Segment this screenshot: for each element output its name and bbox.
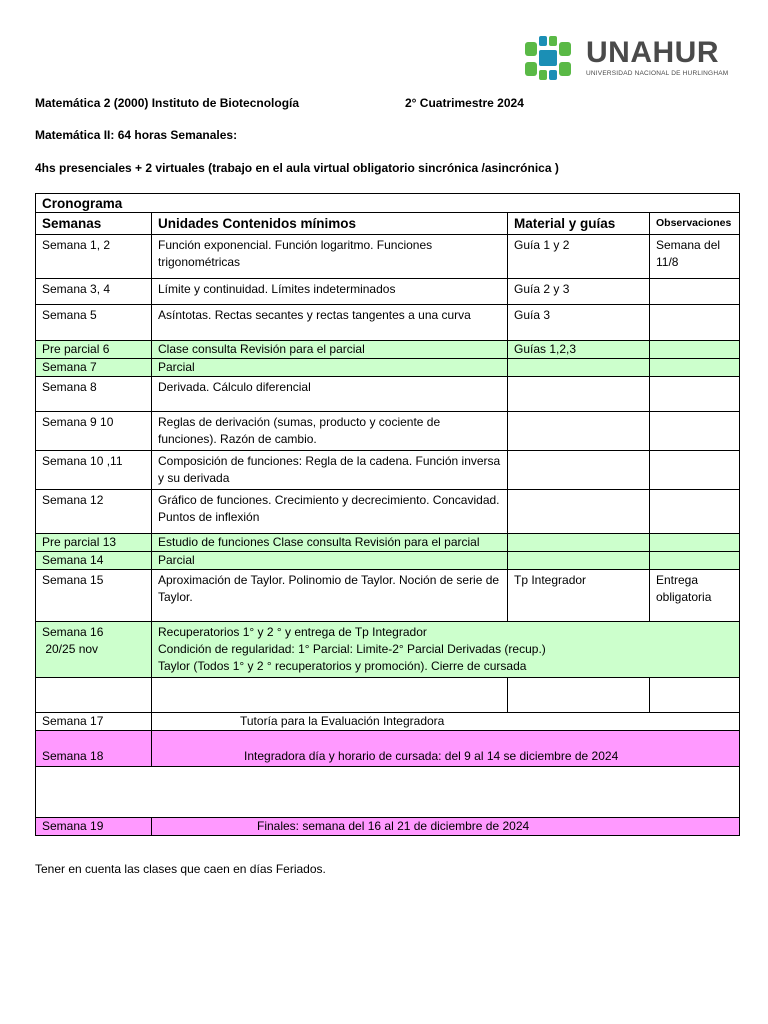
row-material <box>508 534 650 552</box>
row-material <box>508 490 650 534</box>
empty-cell <box>36 678 152 713</box>
row-week: Semana 19 <box>36 818 152 836</box>
row-content: Integradora día y horario de cursada: del 9 al 14 se diciembre de 2024 <box>152 731 740 767</box>
schedule-table <box>35 193 740 836</box>
row-material: Guías 1,2,3 <box>508 341 650 359</box>
row-week: Semana 15 <box>36 570 152 622</box>
footer-note: Tener en cuenta las clases que caen en días Feriados. <box>35 862 326 876</box>
row-material <box>508 451 650 490</box>
row-week <box>36 622 152 678</box>
table-row-blank <box>36 767 740 818</box>
unahur-logo <box>524 36 736 82</box>
row-material: Guía 1 y 2 <box>508 235 650 279</box>
row-observations <box>650 305 740 341</box>
blank-cell <box>36 767 740 818</box>
row-content: Estudio de funciones Clase consulta Revisión para el parcial <box>152 534 508 552</box>
table-row <box>36 412 740 451</box>
row-observations <box>650 341 740 359</box>
row-content: Finales: semana del 16 al 21 de diciembre de 2024 <box>152 818 740 836</box>
row-week: Semana 8 <box>36 377 152 412</box>
table-row-parcial <box>36 552 740 570</box>
row-content: Asíntotas. Rectas secantes y rectas tangentes a una curva <box>152 305 508 341</box>
row-material <box>508 359 650 377</box>
row-week: Pre parcial 13 <box>36 534 152 552</box>
table-row-parcial <box>36 359 740 377</box>
empty-cell <box>152 678 508 713</box>
row-observations: Semana del 11/8 <box>650 235 740 279</box>
course-title: Matemática 2 (2000) Instituto de Biotecnología <box>35 96 300 110</box>
row-material: Guía 2 y 3 <box>508 279 650 305</box>
table-row <box>36 305 740 341</box>
table-row-empty <box>36 678 740 713</box>
week16-label: Semana 16 <box>42 625 104 639</box>
hours-label: Matemática II: 64 horas Semanales: <box>35 128 238 142</box>
row-week: Semana 12 <box>36 490 152 534</box>
col-header-weeks: Semanas <box>36 213 152 235</box>
table-row <box>36 279 740 305</box>
row-observations <box>650 279 740 305</box>
col-header-material: Material y guías <box>508 213 650 235</box>
row-observations: Entrega obligatoria <box>650 570 740 622</box>
unahur-logo-icon <box>524 36 572 80</box>
modality-label: 4hs presenciales + 2 virtuales (trabajo en el aula virtual obligatorio sincrónica /asincrónica ) <box>35 161 559 175</box>
row-observations <box>650 552 740 570</box>
row-observations <box>650 490 740 534</box>
row-content: Parcial <box>152 552 508 570</box>
logo-wordmark: UNAHUR <box>586 36 719 69</box>
row-material <box>508 377 650 412</box>
row-content: Composición de funciones: Regla de la cadena. Función inversa y su derivada <box>152 451 508 490</box>
table-row-week17 <box>36 713 740 731</box>
row-material <box>508 412 650 451</box>
table-title-row <box>36 194 740 213</box>
col-header-content: Unidades Contenidos mínimos <box>152 213 508 235</box>
row-week: Semana 9 10 <box>36 412 152 451</box>
row-week: Semana 10 ,11 <box>36 451 152 490</box>
row-content: Aproximación de Taylor. Polinomio de Taylor. Noción de serie de Taylor. <box>152 570 508 622</box>
table-title: Cronograma <box>36 194 740 213</box>
row-content: Función exponencial. Función logaritmo. Funciones trigonométricas <box>152 235 508 279</box>
row-content: Reglas de derivación (sumas, producto y cociente de funciones). Razón de cambio. <box>152 412 508 451</box>
row-week: Semana 18 <box>36 731 152 767</box>
week16-dates: 20/25 nov <box>42 642 99 656</box>
table-row <box>36 490 740 534</box>
table-row-week16 <box>36 622 740 678</box>
table-row-week18 <box>36 731 740 767</box>
row-week: Semana 17 <box>36 713 152 731</box>
table-row <box>36 451 740 490</box>
row-content: Gráfico de funciones. Crecimiento y decrecimiento. Concavidad. Puntos de inflexión <box>152 490 508 534</box>
row-observations <box>650 534 740 552</box>
table-row-week19 <box>36 818 740 836</box>
row-observations <box>650 451 740 490</box>
row-content: Tutoría para la Evaluación Integradora <box>152 713 740 731</box>
row-week: Semana 7 <box>36 359 152 377</box>
row-content <box>152 622 740 678</box>
table-row <box>36 377 740 412</box>
row-material: Tp Integrador <box>508 570 650 622</box>
col-header-observations: Observaciones <box>650 213 740 235</box>
row-week: Semana 1, 2 <box>36 235 152 279</box>
row-week: Semana 5 <box>36 305 152 341</box>
week16-line-3: Taylor (Todos 1° y 2 ° recuperatorios y promoción). Cierre de cursada <box>158 659 527 673</box>
week16-line-2: Condición de regularidad: 1° Parcial: Limite-2° Parcial Derivadas (recup.) <box>158 642 546 656</box>
row-material <box>508 552 650 570</box>
row-observations <box>650 377 740 412</box>
row-content: Derivada. Cálculo diferencial <box>152 377 508 412</box>
empty-cell <box>508 678 650 713</box>
row-week: Semana 14 <box>36 552 152 570</box>
row-observations <box>650 412 740 451</box>
table-row <box>36 570 740 622</box>
row-week: Pre parcial 6 <box>36 341 152 359</box>
empty-cell <box>650 678 740 713</box>
row-content: Parcial <box>152 359 508 377</box>
table-row-preparcial <box>36 534 740 552</box>
row-week: Semana 3, 4 <box>36 279 152 305</box>
term-label: 2° Cuatrimestre 2024 <box>405 96 524 110</box>
row-observations <box>650 359 740 377</box>
week16-line-1: Recuperatorios 1° y 2 ° y entrega de Tp Integrador <box>158 625 427 639</box>
table-header-row <box>36 213 740 235</box>
logo-subtitle: UNIVERSIDAD NACIONAL DE HURLINGHAM <box>586 70 729 77</box>
row-material: Guía 3 <box>508 305 650 341</box>
row-content: Límite y continuidad. Límites indeterminados <box>152 279 508 305</box>
table-row <box>36 235 740 279</box>
row-content: Clase consulta Revisión para el parcial <box>152 341 508 359</box>
table-row-preparcial <box>36 341 740 359</box>
